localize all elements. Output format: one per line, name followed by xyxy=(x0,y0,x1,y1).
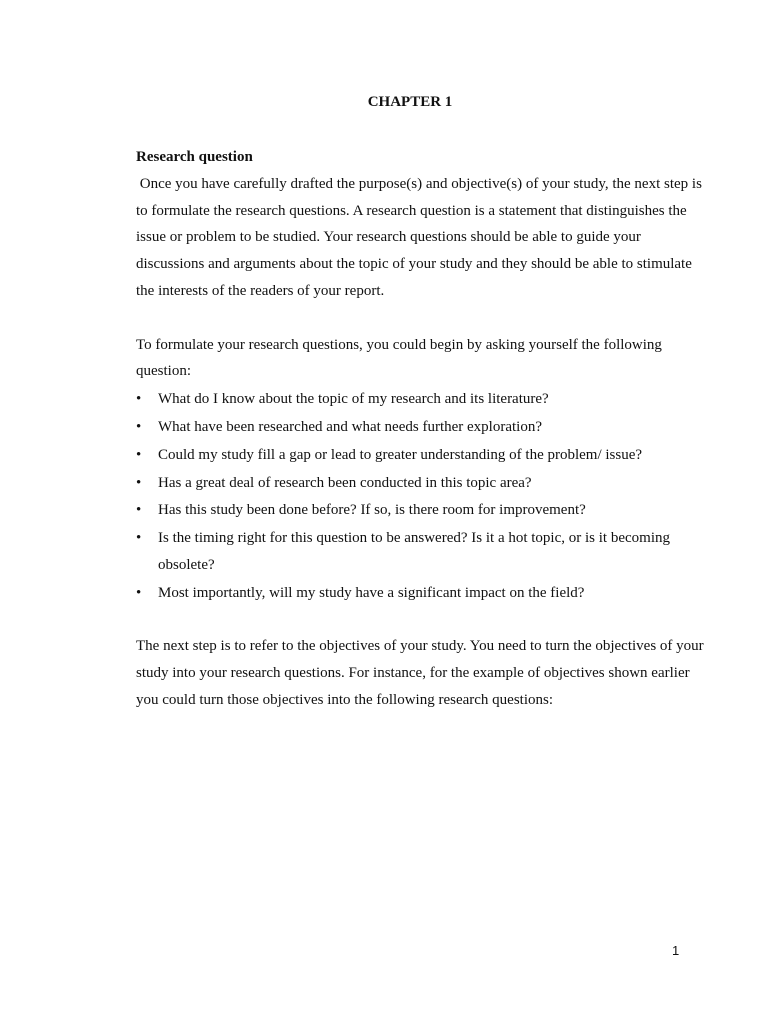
list-item-text: Has a great deal of research been conducted in this topic area? xyxy=(158,474,532,491)
chapter-title: CHAPTER 1 xyxy=(367,94,453,110)
list-item-text: Could my study fill a gap or lead to greater understanding of the problem/ issue? xyxy=(158,446,643,463)
bullet-icon: • xyxy=(136,474,142,491)
list-item-text: What have been researched and what needs further exploration? xyxy=(158,418,542,435)
objectives-paragraph: The next step is to refer to the objectives of your study. You need to turn the objectives of your study into your research questions. For instance, for the example of objectives shown earlier you could turn those objectives into the following research questions: xyxy=(136,638,704,708)
bullet-icon: • xyxy=(136,530,142,547)
bullet-icon: • xyxy=(136,446,142,463)
list-item xyxy=(136,442,711,469)
list-item xyxy=(136,386,711,413)
bullet-icon: • xyxy=(136,391,142,408)
list-item xyxy=(136,525,711,579)
page-number: 1 xyxy=(672,943,680,958)
list-item xyxy=(136,470,711,497)
list-item-text: Most importantly, will my study have a significant impact on the field? xyxy=(158,584,585,601)
list-item xyxy=(136,414,711,441)
list-item xyxy=(136,580,711,607)
paragraph-spacer xyxy=(136,305,711,332)
bullet-icon: • xyxy=(136,418,142,435)
list-item-text: What do I know about the topic of my research and its literature? xyxy=(158,391,549,408)
list-item-text: Has this study been done before? If so, is there room for improvement? xyxy=(158,502,586,519)
page-body xyxy=(136,144,711,714)
list-item-text: Is the timing right for this question to be answered? Is it a hot topic, or is it becoming obsolete? xyxy=(158,530,670,573)
bullet-icon: • xyxy=(136,584,142,601)
intro-paragraph: Once you have carefully drafted the purpose(s) and objective(s) of your study, the next step is to formulate the research questions. A research question is a statement that distinguishes the issue or problem to be studied. Your research questions should be able to guide your discussions and arguments about the topic of your study and they should be able to stimulate the interests of the readers of your report. xyxy=(136,175,702,299)
question-list xyxy=(136,386,711,606)
bullet-icon: • xyxy=(136,502,142,519)
section-heading: Research question xyxy=(136,149,253,165)
paragraph-spacer xyxy=(136,607,711,634)
question-intro-paragraph: To formulate your research questions, you could begin by asking yourself the following question: xyxy=(136,336,662,380)
list-item xyxy=(136,497,711,524)
